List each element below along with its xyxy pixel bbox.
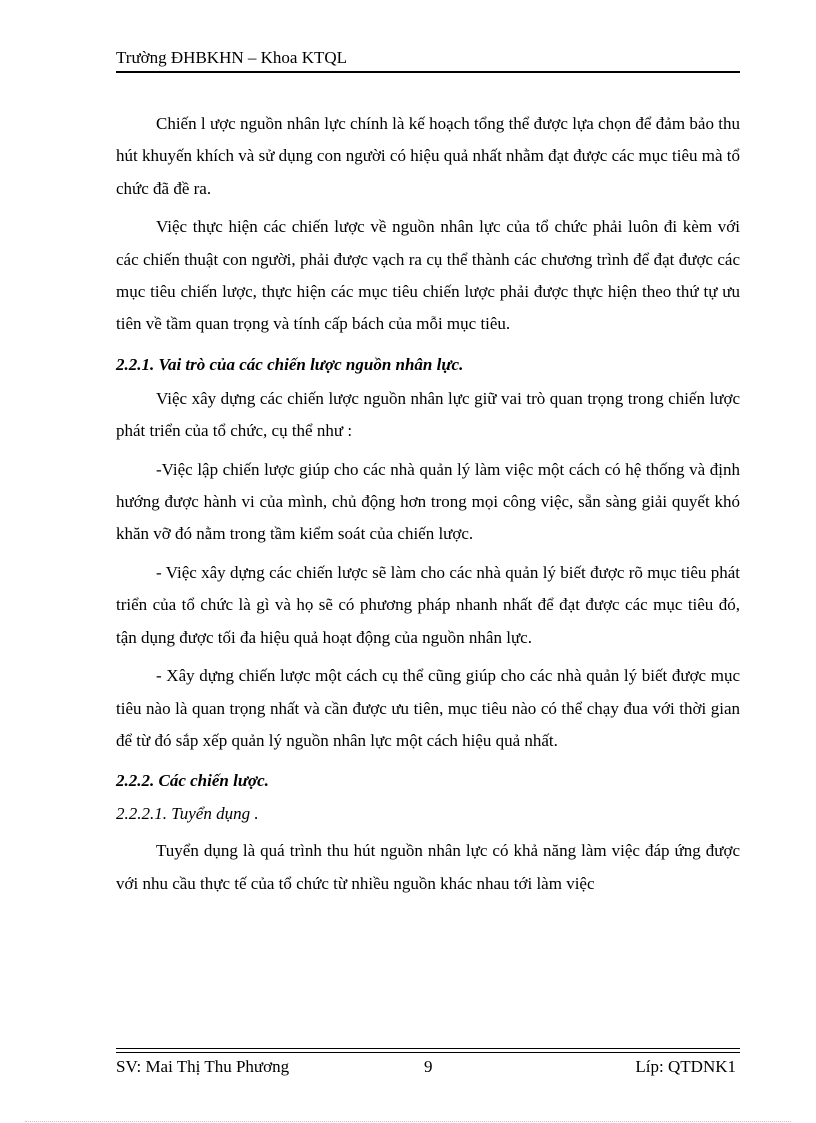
paragraph-4: -Việc lập chiến lược giúp cho các nhà quản lý làm việc một cách có hệ thống và định hướng được hành vi của mình, chủ động hơn trong mọi công việc, sẵn sàng giải quyết khó khăn vỡ đó nằm trong tầm kiểm soát của chiến lược. — [116, 459, 740, 544]
footer-rule-top — [116, 1048, 740, 1049]
page-header: Trường ĐHBKHN – Khoa KTQL — [116, 48, 348, 67]
section-heading-2-2-1: 2.2.1. Vai trò của các chiến lược nguồn nhân lực. — [116, 354, 464, 374]
section-heading-2-2-2: 2.2.2. Các chiến lược. — [116, 771, 269, 791]
paragraph-3: Việc xây dựng các chiến lược nguồn nhân lực giữ vai trò quan trọng trong chiến lược phát triển của tổ chức, cụ thể như : — [116, 388, 740, 441]
page-number: 9 — [424, 1057, 433, 1076]
footer-rule-bottom — [116, 1052, 740, 1053]
paragraph-5: - Việc xây dựng các chiến lược sẽ làm cho các nhà quản lý biết được rõ mục tiêu phát triển của tổ chức là gì và họ sẽ có phương pháp nhanh nhất để đạt được các mục tiêu đó, tận dụng được tối đa hiệu quả hoạt động của nguồn nhân lực. — [116, 562, 740, 647]
paragraph-2: Việc thực hiện các chiến lược về nguồn nhân lực của tổ chức phải luôn đi kèm với các chiến thuật con người, phải được vạch ra cụ thể thành các chương trình để đạt được các mục tiêu chiến lược, thực hiện các mục tiêu chiến lược phải được thực hiện theo thứ tự ưu tiên về tầm quan trọng và tính cấp bách của mỗi mục tiêu. — [116, 217, 740, 334]
paragraph-6: - Xây dựng chiến lược một cách cụ thể cũng giúp cho các nhà quản lý biết được mục tiêu nào là quan trọng nhất và cần được ưu tiên, mục tiêu nào có thể chạy đua với thời gian để từ đó sắp xếp quản lý nguồn nhân lực một cách hiệu quả nhất. — [116, 666, 740, 750]
footer-student-name: SV: Mai Thị Thu Phương — [116, 1057, 290, 1076]
paragraph-1: Chiến l ược nguồn nhân lực chính là kế hoạch tổng thể được lựa chọn để đảm bảo thu hút khuyến khích và sử dụng con người có hiệu quả nhất nhằm đạt được các mục tiêu mà tổ chức đã đề ra. — [116, 114, 740, 198]
page-edge — [25, 1121, 791, 1122]
header-rule — [116, 71, 740, 73]
document-body — [116, 108, 740, 900]
page-footer — [116, 1055, 740, 1079]
subsection-heading-2-2-2-1: 2.2.2.1. Tuyển dụng . — [116, 804, 259, 824]
paragraph-7: Tuyển dụng là quá trình thu hút nguồn nhân lực có khả năng làm việc đáp ứng được với nhu cầu thực tế của tổ chức từ nhiều nguồn khác nhau tới làm việc — [116, 841, 740, 893]
footer-class: Líp: QTDNK1 — [635, 1057, 736, 1076]
